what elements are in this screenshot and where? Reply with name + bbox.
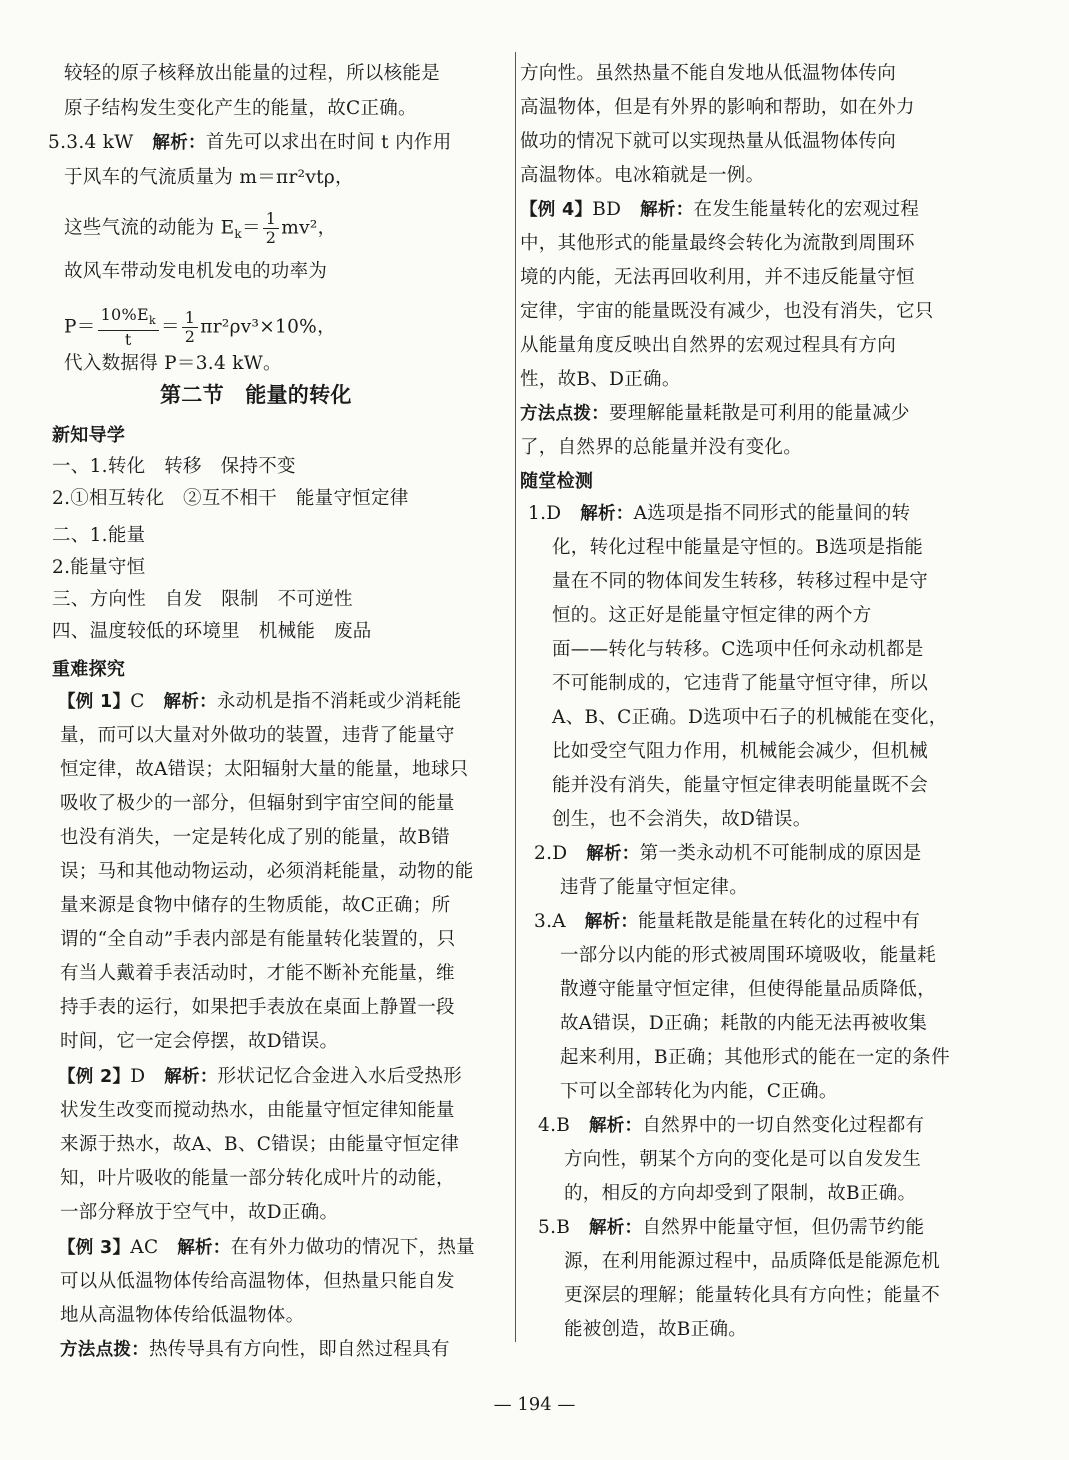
text-line: 从能量角度反映出自然界的宏观过程具有方向: [520, 335, 897, 356]
text-line: 方向性。虽然热量不能自发地从低温物体传向: [520, 63, 897, 84]
analysis-text: A选项是指不同形式的能量间的转: [633, 503, 911, 524]
text-line: 可以从低温物体传给高温物体，但热量只能自发: [60, 1271, 455, 1292]
page-number: — 194 —: [493, 1394, 576, 1415]
text-line: 故A错误，D正确；耗散的内能无法再被收集: [560, 1013, 928, 1034]
text-line: 性，故B、D正确。: [520, 369, 681, 390]
text-line: 于风车的气流质量为 m＝πr²vtρ，: [64, 167, 354, 188]
text-line: 境的内能，无法再回收利用，并不违反能量守恒: [520, 267, 915, 288]
analysis-text: 能量耗散是能量在转化的过程中有: [638, 911, 921, 932]
text-line: 起来利用，B正确；其他形式的能在一定的条件: [560, 1047, 950, 1068]
text-line: 高温物体，但是有外界的影响和帮助，如在外力: [520, 97, 915, 118]
equation-line: [64, 305, 336, 350]
text-line: 持手表的运行，如果把手表放在桌面上静置一段: [60, 997, 455, 1018]
text-line: 恒的。这正好是能量守恒定律的两个方: [552, 605, 872, 626]
text-line: 创生，也不会消失，故D错误。: [552, 809, 812, 830]
analysis-label: 解析：: [588, 1218, 643, 1238]
answer: 5.B: [538, 1217, 589, 1238]
answer: BD: [592, 199, 641, 220]
analysis-label: 解析：: [177, 1238, 231, 1258]
fraction: [182, 309, 198, 346]
example-4-header: [520, 198, 919, 222]
text-line: 有当人戴着手表活动时，才能不断补充能量，维: [60, 963, 455, 984]
text-line: 状发生改变而搅动热水，由能量守恒定律知能量: [60, 1100, 455, 1121]
analysis-label: 解析：: [588, 1116, 643, 1136]
text-line: 误；马和其他动物运动，必须消耗能量，动物的能: [60, 861, 474, 882]
analysis-text: 形状记忆合金进入水后受热形: [217, 1066, 463, 1087]
text-line: 高温物体。电冰箱就是一例。: [520, 165, 765, 186]
text-line: 量，而可以大量对外做功的装置，违背了能量守: [60, 725, 455, 746]
analysis-text: 在发生能量转化的宏观过程: [693, 199, 920, 220]
heading-new-knowledge: 新知导学: [52, 425, 126, 446]
eq-text: ＝: [241, 217, 261, 239]
example-3-header: [58, 1236, 475, 1260]
text-line: 一部分以内能的形式被周围环境吸收，能量耗: [560, 945, 937, 966]
example-2-header: [58, 1065, 462, 1089]
example-1-header: [58, 690, 461, 714]
answer: D: [130, 1066, 165, 1087]
answer: 3.A: [534, 911, 585, 932]
example-label: 【例 2】: [58, 1067, 131, 1087]
answer-line: [48, 131, 452, 155]
answer: AC: [130, 1237, 178, 1258]
fraction-denominator: 2: [184, 327, 196, 347]
eq-text: πr²ρv³×10%，: [200, 316, 336, 338]
example-label: 【例 4】: [520, 200, 593, 220]
text-line: 知，叶片吸收的能量一部分转化成叶片的动能，: [60, 1168, 455, 1189]
text-line: 能被创造，故B正确。: [564, 1319, 748, 1340]
text-line: 原子结构发生变化产生的能量，故C正确。: [64, 98, 417, 119]
question-1-header: [528, 502, 910, 526]
text-line: 一部分释放于空气中，故D正确。: [60, 1202, 339, 1223]
eq-sub: k: [234, 227, 242, 242]
question-3-header: [534, 910, 920, 934]
analysis-label: 解析：: [163, 692, 217, 712]
method-tip-label: 方法点拨：: [60, 1340, 149, 1360]
text-line: 面——转化与转移。C选项中任何永动机都是: [552, 639, 924, 660]
text-line: 量来源是食物中储存的生物质能，故C正确；所: [60, 895, 451, 916]
example-label: 【例 3】: [58, 1238, 131, 1258]
text-line: 能并没有消失，能量守恒定律表明能量既不会: [552, 775, 929, 796]
text-line: 了，自然界的总能量并没有变化。: [520, 437, 803, 458]
text-line: 化，转化过程中能量是守恒的。B选项是指能: [552, 537, 924, 558]
analysis-label: 解析：: [584, 912, 639, 932]
analysis-text: 自然界中的一切自然变化过程都有: [642, 1115, 925, 1136]
eq-text: P＝: [64, 316, 96, 338]
text-line: 四、温度较低的环境里 机械能 废品: [52, 621, 372, 642]
analysis-text: 第一类永动机不可能制成的原因是: [639, 843, 922, 864]
method-tip-text: 要理解能量耗散是可利用的能量减少: [609, 403, 910, 424]
analysis-label: 解析：: [640, 200, 694, 220]
text-line: 来源于热水，故A、B、C错误；由能量守恒定律: [60, 1134, 460, 1155]
analysis-label: 解析：: [164, 1067, 218, 1087]
text-line: 不可能制成的，它违背了能量守恒守律，所以: [552, 673, 929, 694]
text-line: 地从高温物体传给低温物体。: [60, 1305, 305, 1326]
eq-text: ＝: [160, 316, 180, 338]
analysis-text: 自然界中能量守恒，但仍需节约能: [642, 1217, 925, 1238]
method-tip-label: 方法点拨：: [520, 404, 609, 424]
analysis-label: 解析：: [580, 504, 634, 524]
text-line: 恒定律，故A错误；太阳辐射大量的能量，地球只: [60, 759, 469, 780]
text-line: 2.能量守恒: [52, 557, 146, 578]
method-tip-line: [520, 402, 910, 426]
text-line: 较轻的原子核释放出能量的过程，所以核能是: [64, 63, 441, 84]
answer: C: [130, 691, 164, 712]
text-line: 中，其他形式的能量最终会转化为流散到周围环: [520, 233, 915, 254]
analysis-text: 永动机是指不消耗或少消耗能: [216, 691, 462, 712]
text-line: 三、方向性 自发 限制 不可逆性: [52, 589, 353, 610]
eq-sub: k: [149, 314, 156, 328]
section-title: 第二节 能量的转化: [160, 383, 352, 407]
eq-text: 10%E: [100, 305, 150, 324]
text-line: 源，在利用能源过程中，品质降低是能源危机: [564, 1251, 941, 1272]
text-line: 时间，它一定会停摆，故D错误。: [60, 1031, 339, 1052]
text-line: 更深层的理解；能量转化具有方向性；能量不: [564, 1285, 941, 1306]
text-line: 2.①相互转化 ②互不相干 能量守恒定律: [52, 488, 409, 509]
eq-text: 这些气流的动能为 E: [64, 217, 235, 239]
fraction-numerator: 1: [182, 309, 198, 328]
text-line: 散遵守能量守恒定律，但使得能量品质降低，: [560, 979, 937, 1000]
question-2-header: [534, 842, 922, 866]
fraction-denominator: t: [124, 330, 132, 350]
text-line: 故风车带动发电机发电的功率为: [64, 261, 328, 282]
fraction-denominator: 2: [265, 228, 277, 247]
method-tip-line: [60, 1338, 450, 1362]
eq-text: mv²，: [281, 217, 337, 239]
answer: 1.D: [528, 503, 581, 524]
text-line: 一、1.转化 转移 保持不变: [52, 456, 296, 477]
fraction-numerator: 1: [263, 210, 279, 229]
fraction: [98, 306, 159, 349]
text-line: A、B、C正确。D选项中石子的机械能在变化，: [552, 707, 948, 728]
fraction-numerator: [98, 306, 159, 331]
analysis-label: 解析：: [586, 844, 640, 864]
analysis-label: 解析：: [152, 133, 206, 153]
text-line: 下可以全部转化为内能，C正确。: [560, 1081, 838, 1102]
column-divider: [515, 52, 516, 1342]
question-5-header: [538, 1216, 924, 1240]
answer: 2.D: [534, 843, 587, 864]
text-line: 谓的“全自动”手表内部是有能量转化装置的，只: [60, 929, 456, 950]
analysis-text: 在有外力做功的情况下，热量: [230, 1237, 476, 1258]
answer-number: 5.3.4 kW: [48, 132, 134, 153]
fraction: [263, 210, 279, 247]
text-line: 吸收了极少的一部分，但辐射到宇宙空间的能量: [60, 793, 455, 814]
answer: 4.B: [538, 1115, 589, 1136]
equation-line: [64, 209, 337, 247]
text-line: 做功的情况下就可以实现热量从低温物体传向: [520, 131, 897, 152]
text-line: 也没有消失，一定是转化成了别的能量，故B错: [60, 827, 450, 848]
example-label: 【例 1】: [58, 692, 131, 712]
analysis-text: 首先可以求出在时间 t 内作用: [205, 132, 452, 153]
text-line: 二、1.能量: [52, 525, 146, 546]
heading-in-class-test: 随堂检测: [520, 471, 594, 492]
text-line: 违背了能量守恒定律。: [560, 877, 749, 898]
text-line: 量在不同的物体间发生转移，转移过程中是守: [552, 571, 929, 592]
text-line: 比如受空气阻力作用，机械能会减少，但机械: [552, 741, 929, 762]
text-line: 的，相反的方向却受到了限制，故B正确。: [564, 1183, 917, 1204]
question-4-header: [538, 1114, 924, 1138]
text-line: 方向性，朝某个方向的变化是可以自发发生: [564, 1149, 922, 1170]
heading-key-points: 重难探究: [52, 659, 126, 680]
text-line: 定律，宇宙的能量既没有减少，也没有消失，它只: [520, 301, 934, 322]
text-line: 代入数据得 P＝3.4 kW。: [64, 353, 282, 374]
method-tip-text: 热传导具有方向性，即自然过程具有: [149, 1339, 450, 1360]
